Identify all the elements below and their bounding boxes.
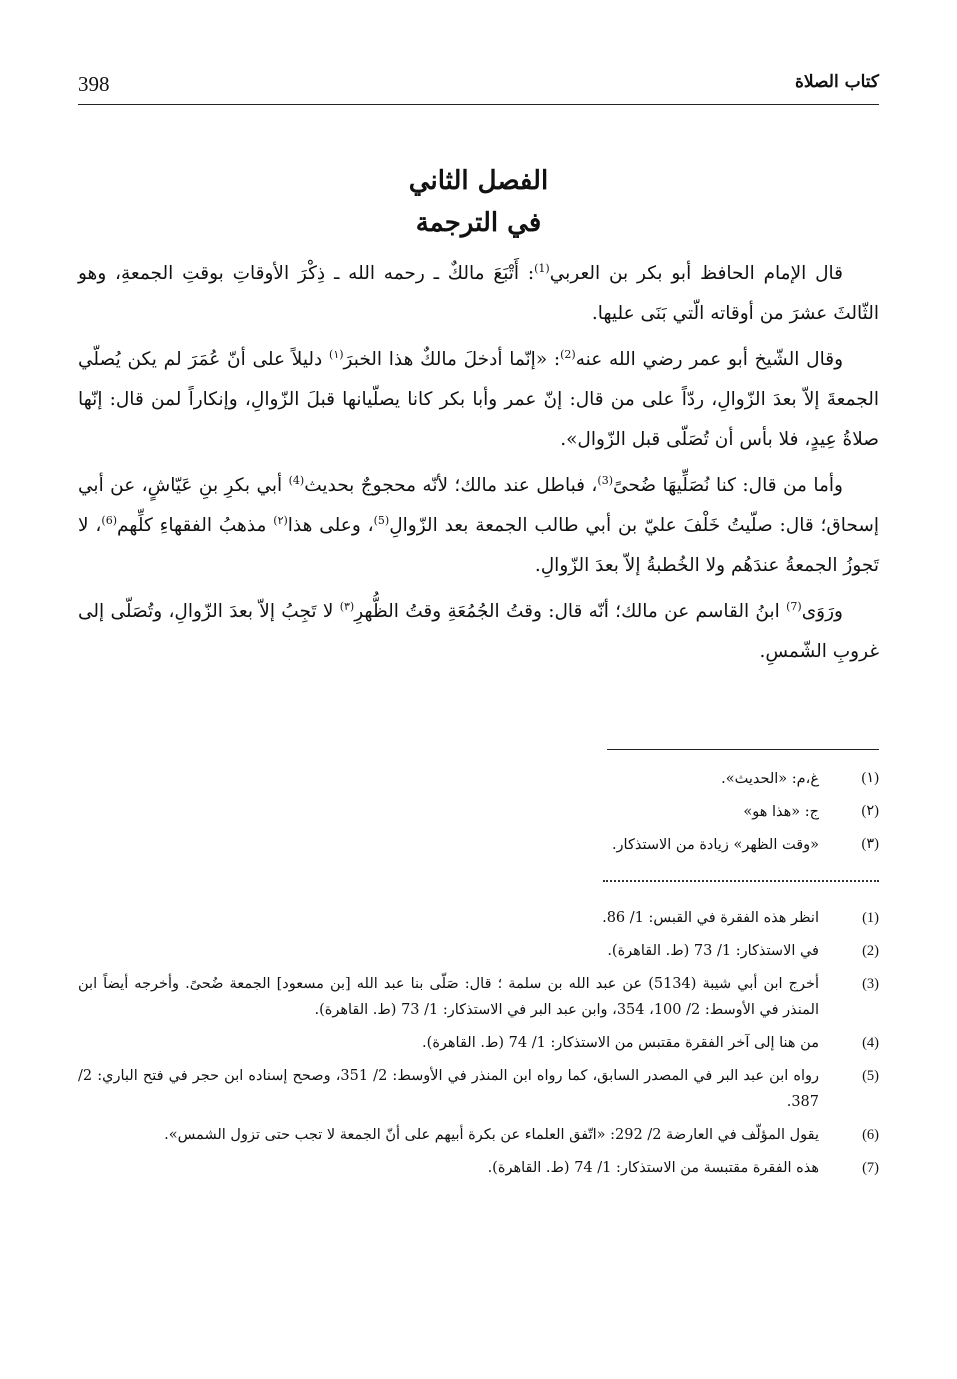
header-rule: [78, 104, 879, 105]
footnote-marker: (7): [786, 599, 802, 613]
footnote-text: في الاستذكار: 1/ 73 (ط. القاهرة).: [607, 943, 819, 959]
footnote-number: (7): [862, 1160, 879, 1176]
source-footnotes: [78, 905, 879, 1188]
footnote-number: (6): [862, 1127, 879, 1143]
footnote-rule: [607, 749, 879, 750]
page-number: 398: [78, 72, 110, 96]
dotted-separator: [603, 880, 879, 882]
footnote-text: رواه ابن عبد البر في المصدر السابق، كما رواه ابن المنذر في الأوسط: 2/ 351، وصحح إسناده ابن حجر في فتح الباري: 2/ 387.: [78, 1068, 820, 1110]
footnote-number: (3): [862, 976, 879, 992]
paragraph: وأما من قال: كنا نُصَلِّيهَا ضُحىً$^{(3)}$، فباطل عند مالك؛ لأنّه محجوجٌ بحديث$^{(4)}$ أبي بكرِ بنِ عَيّاشٍ، عن أبي إسحاق؛ قال: صلّيتُ خَلْفَ عليّ بن أبي طالب الجمعة بعد الزّوالِ$^{(5)}$، وعلى هذا$^{(٢)}$ مذهبُ الفقهاءِ كلِّهم$^{(6)}$، لا تَجوزُ الجمعةُ عندَهُم ولا الخُطبةُ إلاّ بعدَ الزّوالِ.: [78, 473, 880, 576]
chapter-title: [0, 160, 957, 244]
chapter-title-line-1: الفصل الثاني: [408, 166, 549, 196]
footnote-text: من هنا إلى آخر الفقرة مقتبس من الاستذكار: 1/ 74 (ط. القاهرة).: [422, 1035, 819, 1051]
footnote: [78, 1122, 879, 1148]
footnote-text: يقول المؤلّف في العارضة 2/ 292: «اتّفق العلماء عن بكرة أبيهم على أنّ الجمعة لا تجب حتى تزول الشمس».: [164, 1127, 819, 1143]
footnote: [78, 938, 879, 964]
footnote-text: «وقت الظهر» زيادة من الاستذكار.: [611, 836, 819, 853]
footnote-text: انظر هذه الفقرة في القبس: 1/ 86.: [602, 910, 819, 926]
footnote-number: (٣): [861, 836, 879, 852]
footnote-text: هذه الفقرة مقتبسة من الاستذكار: 1/ 74 (ط. القاهرة).: [487, 1160, 819, 1176]
footnote-marker: (5): [373, 513, 390, 527]
variant-footnotes: [78, 762, 879, 861]
footnote-marker: (١): [329, 347, 344, 361]
footnote-number: (4): [862, 1035, 879, 1051]
footnote-marker: (٢): [273, 513, 288, 527]
footnote: [78, 1030, 879, 1056]
running-header: [78, 72, 879, 104]
footnote-number: (٢): [861, 803, 879, 819]
footnote-marker: (2): [560, 347, 576, 361]
footnote-marker: (3): [597, 473, 614, 487]
paragraph: وقال الشّيخ أبو عمر رضي الله عنه$^{(2)}$: «إنّما أدخلَ مالكٌ هذا الخبرَ$^{(١)}$ دليلاً على أنّ عُمَرَ لم يكن يُصلّي الجمعةَ إلاّ بعدَ الزّوالِ، ردّاً على من قال: إنّ عمر وأبا بكر كانا يصلّيانها قبلَ الزّوالِ، وإنكاراً لمن قال: إنّها صلاةُ عِيدٍ، فلا بأس أن تُصَلّى قبل الزّوال».: [78, 347, 879, 450]
footnote-number: (١): [861, 770, 879, 786]
footnote-marker: (٣): [339, 599, 355, 613]
main-text: [78, 254, 879, 678]
paragraph: قال الإمام الحافظ أبو بكر بن العربي$^{(1)}$: أَتْبَعَ مالكٌ ـ رحمه الله ـ ذِكْرَ الأوقاتِ بوقتِ الجمعةِ، وهو الثّالثَ عشرَ من أوقاته الّتي بَنَى عليها.: [78, 261, 879, 324]
chapter-title-line-2: في الترجمة: [415, 208, 542, 238]
paragraph: ورَوَى$^{(7)}$ ابنُ القاسم عن مالك؛ أنّه قال: وقتُ الجُمُعَةِ وقتُ الظُّهرِ$^{(٣)}$ لا تَجِبُ إلاّ بعدَ الزّوالِ، وتُصَلّى إلى غروبِ الشّمسِ.: [78, 599, 879, 662]
running-title: كتاب الصلاة: [794, 72, 879, 92]
footnote: [78, 1063, 879, 1115]
footnote-marker: (4): [288, 473, 305, 487]
footnote: [78, 795, 879, 828]
footnote-number: (5): [862, 1068, 879, 1084]
footnote: [78, 762, 879, 795]
footnote: [78, 905, 879, 931]
footnote-number: (1): [862, 910, 879, 926]
footnote-number: (2): [862, 943, 879, 959]
footnote-marker: (1): [534, 261, 550, 275]
footnote-marker: (6): [101, 513, 117, 527]
footnote: [78, 828, 879, 861]
footnote-text: ج: «هذا هو»: [743, 803, 819, 820]
footnote-text: غ،م: «الحديث».: [721, 770, 819, 787]
footnote: [78, 971, 879, 1023]
footnote-text: أخرج ابن أبي شيبة (5134) عن عبد الله بن سلمة ؛ قال: صَلّى بنا عبد الله [بن مسعود] الجمعة ضُحىً. وأخرجه أيضاً ابن المنذر في الأوسط: 2/ 100، 354، وابن عبد البر في الاستذكار: 1/ 73 (ط. القاهرة).: [78, 976, 820, 1018]
footnote: [78, 1155, 879, 1181]
